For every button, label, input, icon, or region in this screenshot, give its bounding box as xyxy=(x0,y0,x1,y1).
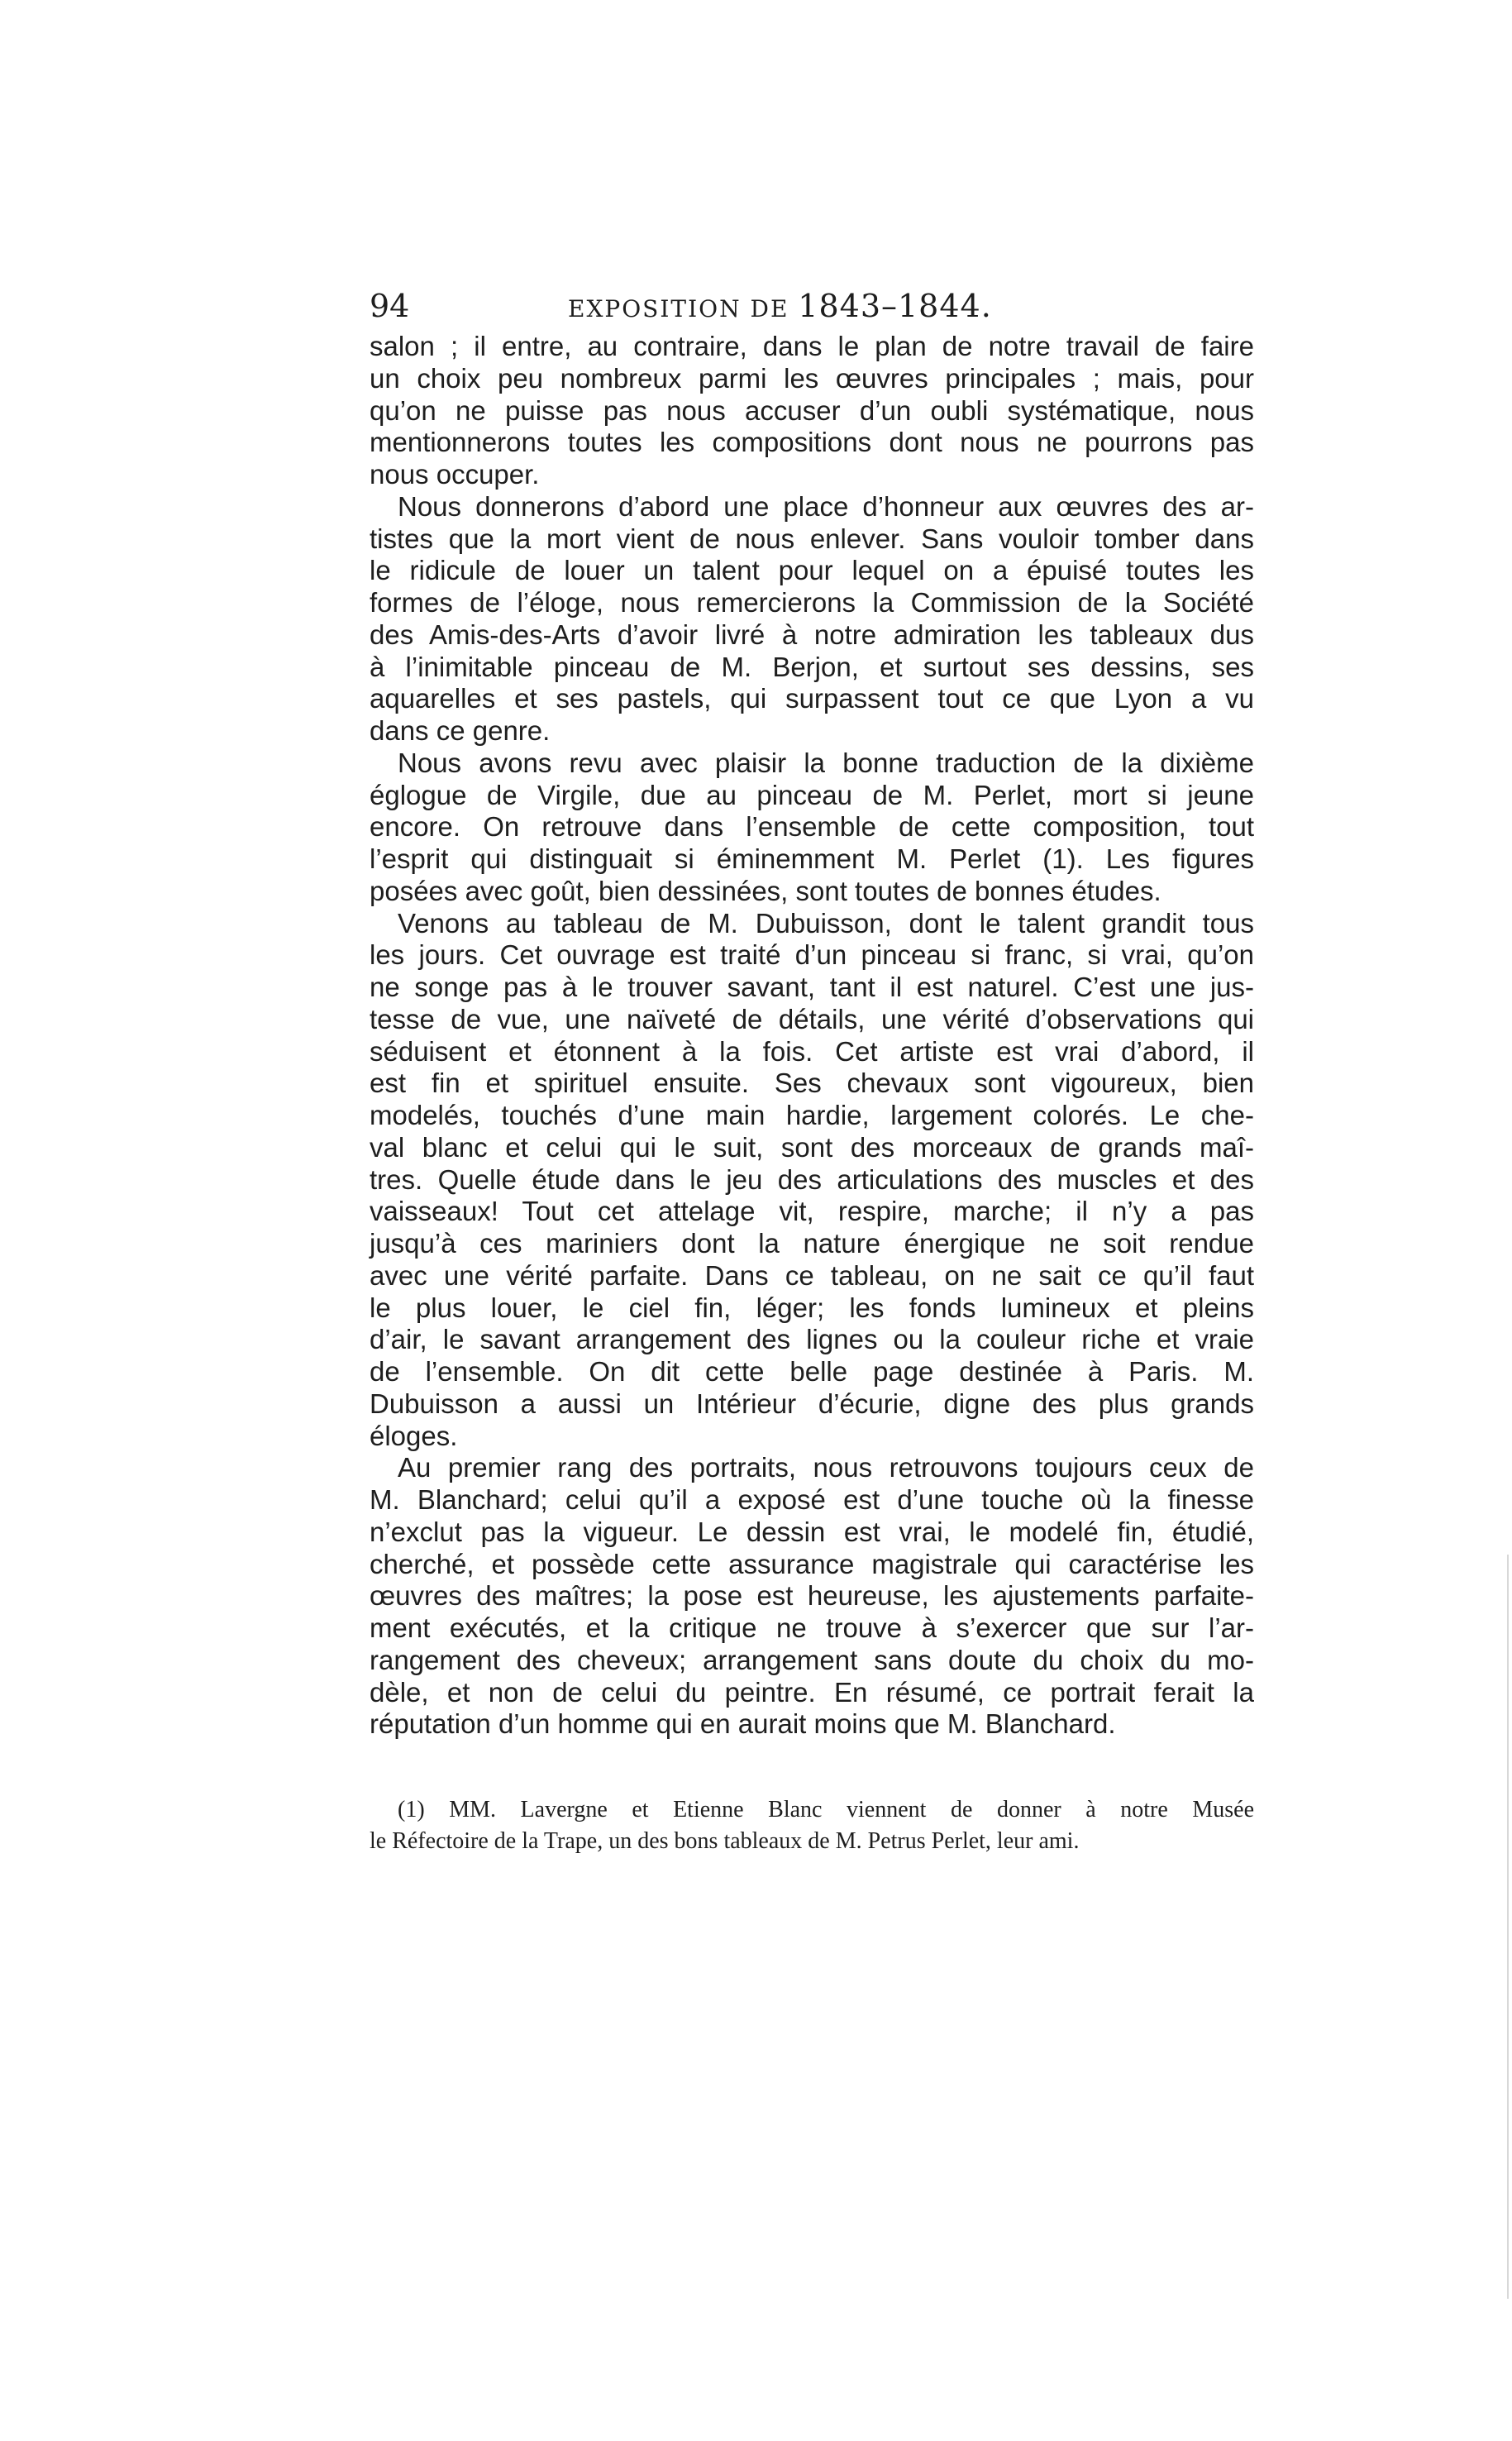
text-line: formes de l’éloge, nous remercierons la Commission de la Société xyxy=(370,587,1254,618)
text-line: d’air, le savant arrangement des lignes ou la couleur riche et vraie xyxy=(370,1324,1254,1355)
text-line: rangement des cheveux; arrangement sans doute du choix du mo- xyxy=(370,1644,1254,1675)
text-line: un choix peu nombreux parmi les œuvres principales ; mais, pour xyxy=(370,362,1254,394)
header-title xyxy=(568,281,992,334)
text-line: ment exécutés, et la critique ne trouve à s’exercer que sur l’ar- xyxy=(370,1612,1254,1643)
text-line: avec une vérité parfaite. Dans ce tableau, on ne sait ce qu’il faut xyxy=(370,1259,1254,1291)
text-line: l’esprit qui distinguait si éminemment M. Perlet (1). Les figures xyxy=(370,843,1254,874)
text-line: tesse de vue, une naïveté de détails, une vérité d’observations qui xyxy=(370,1003,1254,1034)
text-line: posées avec goût, bien dessinées, sont toutes de bonnes études. xyxy=(370,875,1161,906)
text-line: Nous donnerons d’abord une place d’honneur aux œuvres des ar- xyxy=(398,490,1254,522)
text-line: réputation d’un homme qui en aurait moins que M. Blanchard. xyxy=(370,1708,1116,1740)
text-line: des Amis-des-Arts d’avoir livré à notre admiration les tableaux dus xyxy=(370,619,1254,650)
text-line: modelés, touchés d’une main hardie, largement colorés. Le che- xyxy=(370,1100,1254,1130)
text-line: est fin et spirituel ensuite. Ses chevaux sont vigoureux, bien xyxy=(370,1068,1254,1099)
text-line: tres. Quelle étude dans le jeu des articulations des muscles et des xyxy=(370,1163,1254,1195)
text-line: Dubuisson a aussi un Intérieur d’écurie, digne des plus grands xyxy=(370,1388,1254,1419)
text-line: à l’inimitable pinceau de M. Berjon, et surtout ses dessins, ses xyxy=(370,651,1254,682)
text-line: val blanc et celui qui le suit, sont des morceaux de grands maî- xyxy=(370,1131,1254,1163)
text-line: les jours. Cet ouvrage est traité d’un pinceau si franc, si vrai, qu’on xyxy=(370,939,1254,971)
running-head xyxy=(370,281,1254,331)
header-title-years: 1843–1844. xyxy=(798,288,992,324)
text-line: séduisent et étonnent à la fois. Cet artiste est vrai d’abord, il xyxy=(370,1035,1254,1067)
text-line: églogue de Virgile, due au pinceau de M. Perlet, mort si jeune xyxy=(370,779,1254,810)
text-line: ne songe pas à le trouver savant, tant il est naturel. C’est une jus- xyxy=(370,972,1254,1002)
text-line: mentionnerons toutes les compositions dont nous ne pourrons pas xyxy=(370,427,1254,458)
text-line: le plus louer, le ciel fin, léger; les fonds lumineux et pleins xyxy=(370,1292,1254,1323)
text-line: œuvres des maîtres; la pose est heureuse, les ajustements parfaite- xyxy=(370,1580,1254,1612)
page-number: 94 xyxy=(370,288,410,324)
text-line: aquarelles et ses pastels, qui surpassent tout ce que Lyon a vu xyxy=(370,683,1254,714)
footnote xyxy=(370,1794,1254,1857)
text-line: jusqu’à ces mariniers dont la nature énergique ne soit rendue xyxy=(370,1228,1254,1259)
text-line: qu’on ne puisse pas nous accuser d’un oubli systématique, nous xyxy=(370,394,1254,426)
text-line: éloges. xyxy=(370,1420,458,1451)
text-line: vaisseaux! Tout cet attelage vit, respire, marche; il n’y a pas xyxy=(370,1196,1254,1227)
text-line: dans ce genre. xyxy=(370,715,551,746)
text-line: encore. On retrouve dans l’ensemble de cette composition, tout xyxy=(370,811,1254,843)
text-line: n’exclut pas la vigueur. Le dessin est vrai, le modelé fin, étudié, xyxy=(370,1516,1254,1547)
text-line: cherché, et possède cette assurance magistrale qui caractérise les xyxy=(370,1548,1254,1579)
header-title-prefix: EXPOSITION DE xyxy=(568,295,789,322)
text-line: salon ; il entre, au contraire, dans le plan de notre travail de faire xyxy=(370,331,1254,361)
text-line: dèle, et non de celui du peintre. En résumé, ce portrait ferait la xyxy=(370,1676,1254,1708)
text-line: Venons au tableau de M. Dubuisson, dont le talent grandit tous xyxy=(398,907,1254,939)
text-line: M. Blanchard; celui qu’il a exposé est d’une touche où la finesse xyxy=(370,1484,1254,1515)
text-line: Nous avons revu avec plaisir la bonne traduction de la dixième xyxy=(398,747,1254,778)
footnote-line: (1) MM. Lavergne et Etienne Blanc viennent de donner à notre Musée xyxy=(398,1797,1254,1822)
footnote-line: le Réfectoire de la Trape, un des bons tableaux de M. Petrus Perlet, leur ami. xyxy=(370,1828,1080,1854)
text-line: tistes que la mort vient de nous enlever. Sans vouloir tomber dans xyxy=(370,523,1254,554)
text-line: nous occuper. xyxy=(370,459,540,490)
body-text xyxy=(370,331,1254,1741)
text-line: Au premier rang des portraits, nous retrouvons toujours ceux de xyxy=(398,1452,1254,1483)
text-line: le ridicule de louer un talent pour lequel on a épuisé toutes les xyxy=(370,555,1254,586)
page-edge-shadow xyxy=(1507,1555,1512,2299)
text-line: de l’ensemble. On dit cette belle page destinée à Paris. M. xyxy=(370,1356,1254,1387)
